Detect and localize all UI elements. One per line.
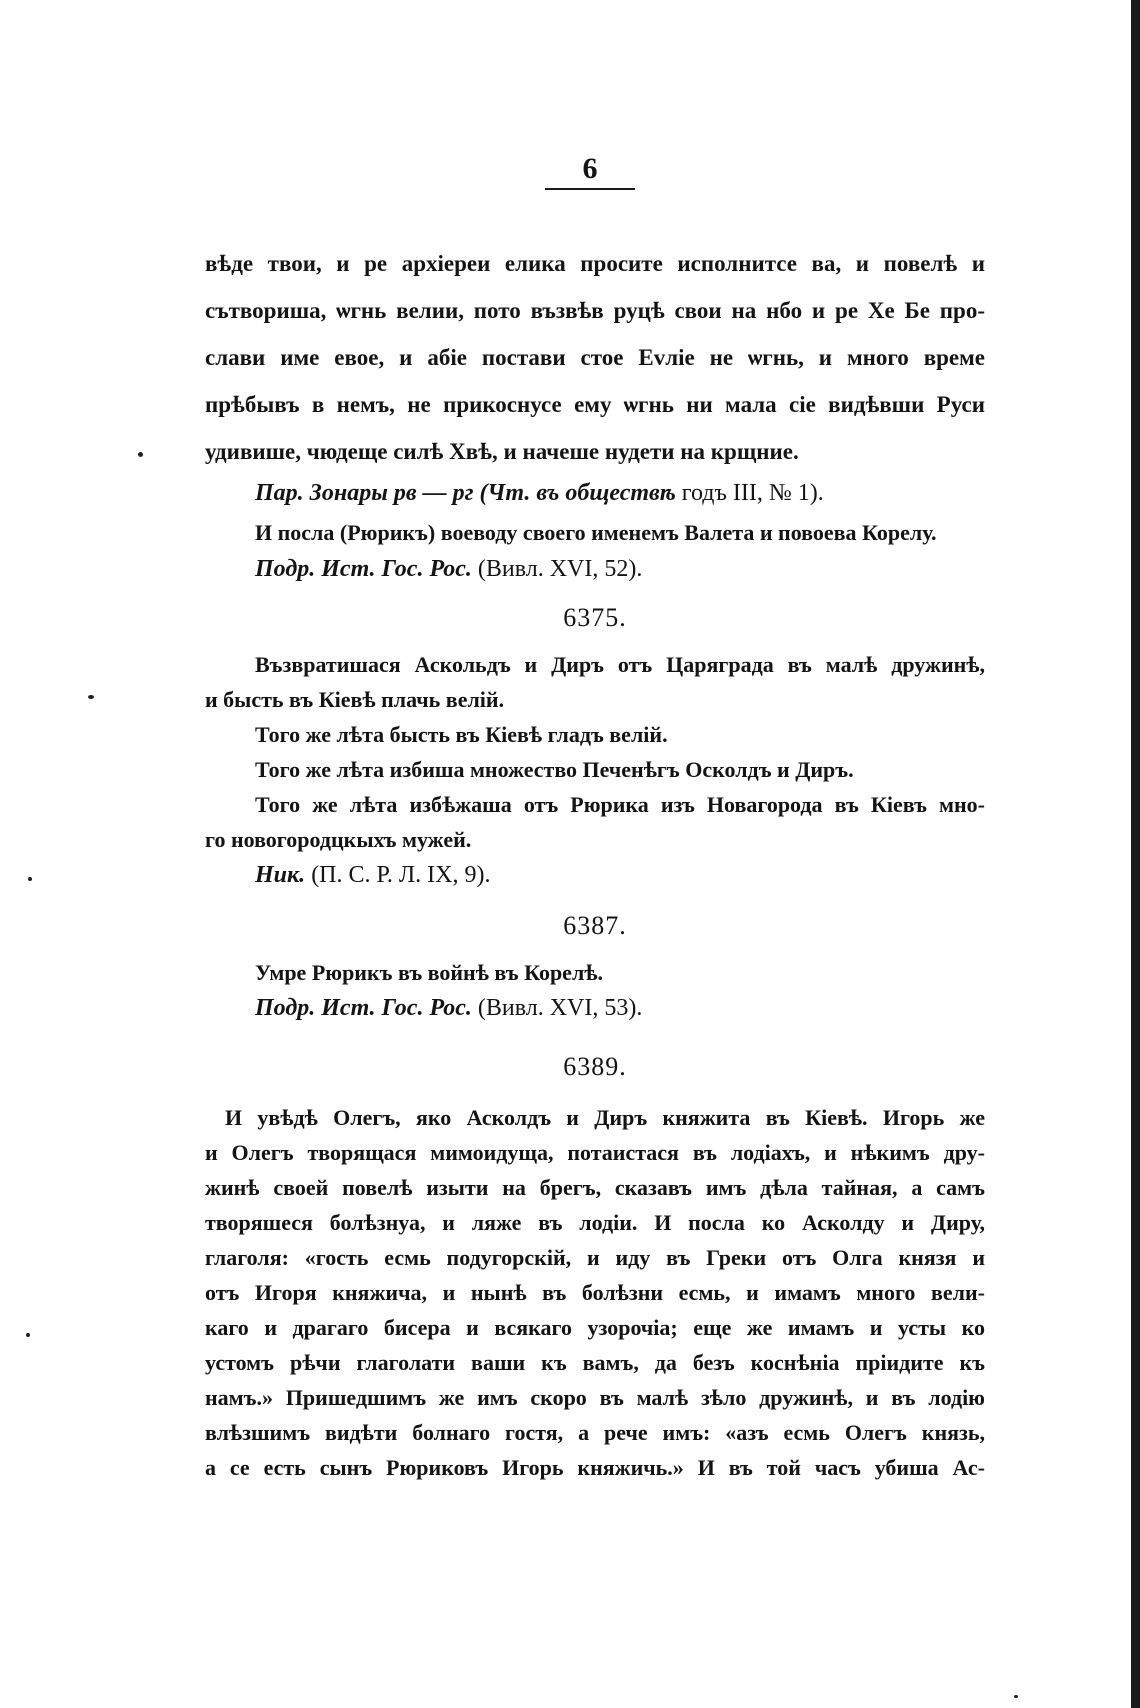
text-line: Умре Рюрикъ въ войнѣ въ Корелѣ. xyxy=(255,960,603,985)
year-entry-6389 xyxy=(205,1100,985,1485)
text-line: жинѣ своей повелѣ изыти на брегъ, сказавъ имъ дѣла тайная, а самъ xyxy=(205,1175,985,1200)
year-heading: 6389. xyxy=(563,1052,627,1081)
note-text: И посла (Рюрикъ) воеводу своего именемъ Валета и повоева Корелу. xyxy=(255,520,937,545)
scan-speck xyxy=(138,452,143,457)
citation-title: Ник. xyxy=(255,862,306,888)
citation-detail: (П. С. Р. Л. IX, 9). xyxy=(305,862,491,888)
opening-paragraph xyxy=(205,240,985,475)
year-heading: 6375. xyxy=(563,603,627,632)
page-body xyxy=(205,240,985,1485)
citation-title: Подр. Ист. Гос. Рос. xyxy=(255,556,472,582)
year-heading: 6387. xyxy=(563,911,627,940)
citation-detail: (Вивл. XVI, 53). xyxy=(471,995,643,1021)
scan-speck xyxy=(28,877,32,881)
text-line: вѣде твои, и ре архіереи елика просите исполнитсе ва, и повелѣ и xyxy=(205,251,985,276)
text-line: слави име евое, и абіе постави стое Еvліе не ѡгнь, и много време xyxy=(205,345,985,370)
text-line: устомъ рѣчи глаголати ваши къ вамъ, да безъ коснѣніа пріидите къ xyxy=(205,1350,985,1375)
text-line: а се есть сынъ Рюриковъ Игорь княжичь.» И въ той часъ убиша Ас- xyxy=(205,1455,985,1480)
source-citation xyxy=(205,990,985,1026)
text-line: прѣбывъ в немъ, не прикоснусе ему ѡгнь ни мала сіе видѣвши Руси xyxy=(205,392,985,417)
page-number: 6 xyxy=(582,152,598,185)
citation-detail: (Вивл. XVI, 52). xyxy=(471,556,643,582)
citation-title: Подр. Ист. Гос. Рос. xyxy=(255,995,472,1021)
source-citation xyxy=(205,857,985,893)
text-line: Того же лѣта бысть въ Кіевѣ гладъ велій. xyxy=(255,722,668,747)
text-line: и Олегъ творящася мимоидуща, потаистася въ лодіахъ, и нѣкимъ дру- xyxy=(205,1140,985,1165)
citation-title: Пар. Зонары рв — рг (Чт. въ обществѣ xyxy=(255,480,676,506)
text-line: и бысть въ Кіевѣ плачь велій. xyxy=(205,687,505,712)
source-citation xyxy=(205,551,985,587)
scan-speck xyxy=(26,1333,30,1337)
text-line: влѣзшимъ видѣти болнаго гостя, а рече имъ: «азъ есмь Олегъ князь, xyxy=(205,1420,985,1445)
scan-speck xyxy=(1014,1695,1018,1698)
text-line: каго и драгаго бисера и всякаго узорочіа; еще же имамъ и усты ко xyxy=(205,1315,985,1340)
text-line: глаголя: «гость есмь подугорскій, и иду въ Греки отъ Олга князя и xyxy=(205,1245,985,1270)
text-line: Възвратишася Аскольдъ и Диръ отъ Царяграда въ малѣ дружинѣ, xyxy=(255,652,985,677)
text-line: И увѣдѣ Олегъ, яко Асколдъ и Диръ княжита въ Кіевѣ. Игорь же xyxy=(225,1105,985,1130)
page-header xyxy=(540,152,640,190)
source-citation xyxy=(205,475,985,511)
text-line: сътвориша, ѡгнь велии, пото възвѣв руцѣ свои на нбо и ре Хе Бе про- xyxy=(205,298,985,323)
note-line xyxy=(205,515,985,551)
year-entry-6387 xyxy=(205,955,985,990)
year-entry-6375 xyxy=(205,647,985,857)
text-line: отъ Игоря княжича, и нынѣ въ болѣзни есмь, и имамъ много вели- xyxy=(205,1280,985,1305)
text-line: го новогородцкыхъ мужей. xyxy=(205,827,472,852)
page-edge-rule xyxy=(1131,0,1140,1708)
text-line: Того же лѣта избѣжаша отъ Рюрика изъ Новагорода въ Кіевъ мно- xyxy=(255,792,985,817)
citation-detail: годъ III, № 1). xyxy=(675,480,824,506)
text-line: удивише, чюдеще силѣ Хвѣ, и начеше нудети на крщние. xyxy=(205,439,799,464)
page-number-rule xyxy=(545,188,635,190)
scan-speck xyxy=(88,695,94,699)
text-line: Того же лѣта избиша множество Печенѣгъ Осколдъ и Диръ. xyxy=(255,757,854,782)
text-line: творяшеся болѣзнуа, и ляже въ лодіи. И посла ко Асколду и Диру, xyxy=(205,1210,985,1235)
text-line: намъ.» Пришедшимъ же имъ скоро въ малѣ зѣло дружинѣ, и въ лодію xyxy=(205,1385,985,1410)
